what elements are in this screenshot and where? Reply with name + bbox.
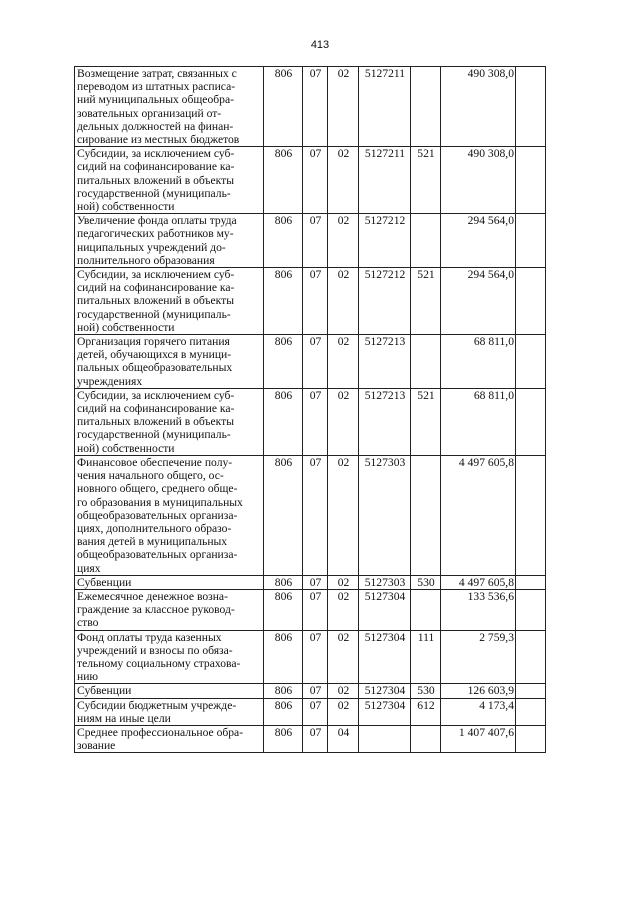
cell-vr [411, 335, 441, 389]
name-line: граждение за классное руковод- [77, 603, 235, 617]
cell-ved: 806 [264, 684, 303, 698]
cell-sum: 4 173,4 [441, 698, 516, 725]
cell-csr: 5127304 [359, 684, 411, 698]
cell-ved: 806 [264, 214, 303, 268]
budget-table [74, 66, 546, 753]
cell-extra [516, 214, 546, 268]
cell-extra [516, 575, 546, 589]
cell-vr [411, 214, 441, 268]
cell-rz: 07 [303, 684, 328, 698]
cell-csr: 5127212 [359, 268, 411, 335]
name-line: государственной (муниципаль- [77, 307, 231, 321]
cell-sum: 4 497 605,8 [441, 575, 516, 589]
name-line: общеобразовательных организа- [77, 548, 238, 562]
cell-csr: 5127212 [359, 214, 411, 268]
cell-ved: 806 [264, 147, 303, 214]
cell-pr: 02 [328, 630, 359, 684]
cell-vr: 521 [411, 388, 441, 455]
name-line: новного общего, среднего обще- [77, 482, 238, 496]
name-line: сирование из местных бюджетов [77, 133, 240, 147]
cell-rz: 07 [303, 67, 328, 147]
cell-pr: 02 [328, 388, 359, 455]
name-line: го образования в муниципальных [77, 495, 243, 509]
name-line: Субсидии, за исключением суб- [77, 388, 235, 402]
cell-vr: 521 [411, 147, 441, 214]
name-line: Субсидии, за исключением суб- [77, 268, 235, 282]
cell-name [75, 698, 264, 725]
cell-csr: 5127304 [359, 589, 411, 630]
table-row [75, 725, 546, 752]
cell-rz: 07 [303, 589, 328, 630]
cell-extra [516, 268, 546, 335]
cell-rz: 07 [303, 698, 328, 725]
name-line: циях, дополнительного образо- [77, 521, 232, 535]
cell-rz: 07 [303, 214, 328, 268]
cell-ved: 806 [264, 335, 303, 389]
cell-extra [516, 67, 546, 147]
name-line: сидий на софинансирование ка- [77, 402, 235, 416]
cell-csr: 5127213 [359, 335, 411, 389]
name-line: нию [77, 670, 99, 684]
name-line: ной) собственности [77, 200, 175, 214]
name-line: сидий на софинансирование ка- [77, 160, 235, 174]
name-line: Увеличение фонда оплаты труда [77, 214, 237, 228]
cell-name [75, 214, 264, 268]
cell-name [75, 630, 264, 684]
name-line: зовательных организаций от- [77, 106, 222, 120]
cell-sum: 4 497 605,8 [441, 455, 516, 575]
cell-vr [411, 455, 441, 575]
name-line: ний муниципальных общеобра- [77, 93, 234, 107]
cell-extra [516, 630, 546, 684]
cell-sum: 1 407 407,6 [441, 725, 516, 752]
table-row [75, 147, 546, 214]
cell-sum: 294 564,0 [441, 268, 516, 335]
name-line: учреждениях [77, 374, 143, 388]
cell-name [75, 147, 264, 214]
name-line: ниям на иные цели [77, 711, 171, 725]
cell-ved: 806 [264, 575, 303, 589]
cell-sum: 2 759,3 [441, 630, 516, 684]
name-line: учреждений и взносы по обяза- [77, 643, 233, 657]
cell-rz: 07 [303, 455, 328, 575]
cell-extra [516, 725, 546, 752]
cell-csr: 5127304 [359, 630, 411, 684]
name-line: полнительного образования [77, 253, 215, 267]
cell-name [75, 725, 264, 752]
cell-ved: 806 [264, 268, 303, 335]
cell-extra [516, 698, 546, 725]
cell-name [75, 335, 264, 389]
cell-rz: 07 [303, 335, 328, 389]
cell-vr: 530 [411, 575, 441, 589]
cell-name [75, 388, 264, 455]
name-line: педагогических работников му- [77, 227, 234, 241]
table-row [75, 214, 546, 268]
cell-rz: 07 [303, 725, 328, 752]
cell-sum: 133 536,6 [441, 589, 516, 630]
cell-vr: 111 [411, 630, 441, 684]
cell-extra [516, 589, 546, 630]
name-line: тельному социальному страхова- [77, 656, 241, 670]
name-line: вания детей в муниципальных [77, 535, 228, 549]
cell-pr: 02 [328, 455, 359, 575]
cell-vr [411, 725, 441, 752]
cell-sum: 294 564,0 [441, 214, 516, 268]
cell-pr: 02 [328, 575, 359, 589]
table-row [75, 335, 546, 389]
cell-name [75, 589, 264, 630]
name-line: чения начального общего, ос- [77, 469, 224, 483]
cell-csr: 5127303 [359, 455, 411, 575]
cell-pr: 02 [328, 684, 359, 698]
cell-vr: 521 [411, 268, 441, 335]
cell-pr: 02 [328, 335, 359, 389]
cell-pr: 02 [328, 589, 359, 630]
cell-extra [516, 147, 546, 214]
cell-rz: 07 [303, 575, 328, 589]
table-row [75, 575, 546, 589]
cell-ved: 806 [264, 67, 303, 147]
cell-sum: 490 308,0 [441, 67, 516, 147]
cell-rz: 07 [303, 268, 328, 335]
cell-pr: 02 [328, 268, 359, 335]
cell-extra [516, 684, 546, 698]
cell-pr: 02 [328, 67, 359, 147]
cell-sum: 126 603,9 [441, 684, 516, 698]
name-line: ной) собственности [77, 441, 175, 455]
cell-vr: 530 [411, 684, 441, 698]
name-line: Субвенции [77, 575, 132, 589]
cell-ved: 806 [264, 630, 303, 684]
name-line: питальных вложений в объекты [77, 415, 235, 429]
cell-name [75, 67, 264, 147]
name-line: Субсидии, за исключением суб- [77, 147, 235, 161]
name-line: сидий на софинансирование ка- [77, 281, 235, 295]
cell-name [75, 684, 264, 698]
name-line: дельных должностей на финан- [77, 119, 234, 133]
cell-vr [411, 589, 441, 630]
cell-pr: 02 [328, 214, 359, 268]
cell-ved: 806 [264, 698, 303, 725]
name-line: ной) собственности [77, 320, 175, 334]
name-line: общеобразовательных организа- [77, 508, 238, 522]
name-line: Организация горячего питания [77, 335, 230, 349]
name-line: ство [77, 616, 99, 630]
name-line: пальных общеобразовательных [77, 361, 233, 375]
name-line: Финансовое обеспечение полу- [77, 455, 233, 469]
cell-csr: 5127303 [359, 575, 411, 589]
table-row [75, 630, 546, 684]
table-row [75, 684, 546, 698]
cell-ved: 806 [264, 589, 303, 630]
cell-name [75, 268, 264, 335]
cell-rz: 07 [303, 147, 328, 214]
name-line: Возмещение затрат, связанных с [77, 67, 237, 80]
cell-vr: 612 [411, 698, 441, 725]
cell-ved: 806 [264, 455, 303, 575]
cell-ved: 806 [264, 388, 303, 455]
name-line: питальных вложений в объекты [77, 294, 235, 308]
cell-sum: 68 811,0 [441, 388, 516, 455]
name-line: питальных вложений в объекты [77, 173, 235, 187]
name-line: Среднее профессиональное обра- [77, 725, 244, 739]
cell-name [75, 455, 264, 575]
name-line: переводом из штатных расписа- [77, 80, 236, 94]
page-number: 413 [310, 39, 330, 51]
cell-csr: 5127213 [359, 388, 411, 455]
name-line: зование [77, 739, 116, 753]
cell-csr: 5127304 [359, 698, 411, 725]
cell-pr: 04 [328, 725, 359, 752]
name-line: циях [77, 561, 101, 575]
table-row [75, 388, 546, 455]
cell-sum: 68 811,0 [441, 335, 516, 389]
cell-vr [411, 67, 441, 147]
name-line: Ежемесячное денежное возна- [77, 589, 228, 603]
cell-extra [516, 388, 546, 455]
table-row [75, 455, 546, 575]
table-row [75, 589, 546, 630]
table-row [75, 67, 546, 147]
name-line: детей, обучающихся в муници- [77, 348, 232, 362]
cell-rz: 07 [303, 388, 328, 455]
cell-pr: 02 [328, 147, 359, 214]
table-row [75, 268, 546, 335]
table-row [75, 698, 546, 725]
cell-sum: 490 308,0 [441, 147, 516, 214]
name-line: Субвенции [77, 684, 132, 698]
cell-extra [516, 455, 546, 575]
cell-extra [516, 335, 546, 389]
cell-csr: 5127211 [359, 67, 411, 147]
cell-ved: 806 [264, 725, 303, 752]
name-line: ниципальных учреждений до- [77, 240, 226, 254]
name-line: Фонд оплаты труда казенных [77, 630, 222, 644]
cell-csr [359, 725, 411, 752]
name-line: Субсидии бюджетным учрежде- [77, 698, 237, 712]
cell-rz: 07 [303, 630, 328, 684]
cell-csr: 5127211 [359, 147, 411, 214]
name-line: государственной (муниципаль- [77, 428, 231, 442]
name-line: государственной (муниципаль- [77, 186, 231, 200]
cell-name [75, 575, 264, 589]
cell-pr: 02 [328, 698, 359, 725]
